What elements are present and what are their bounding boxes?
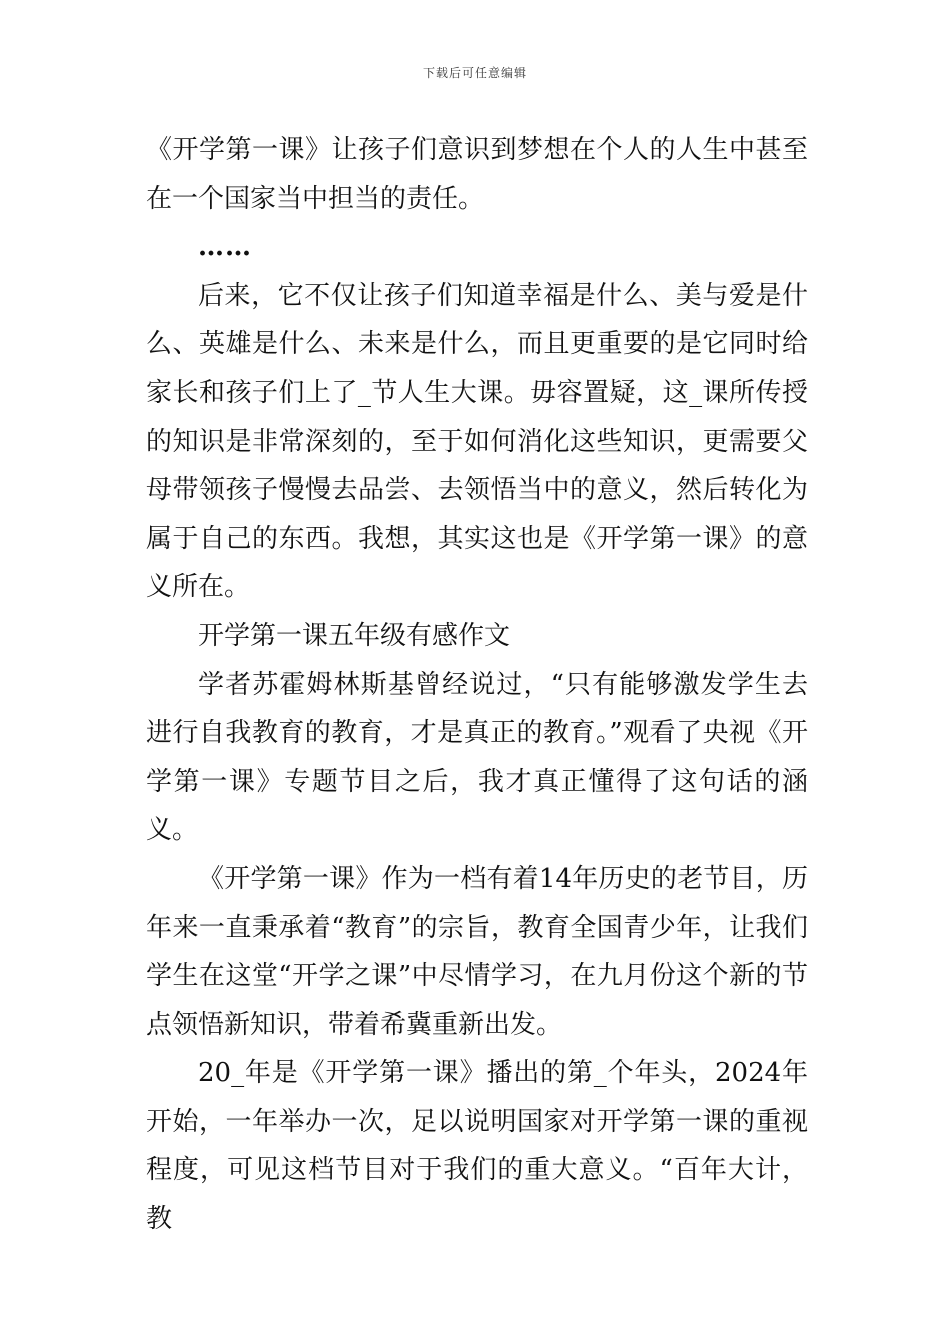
paragraph-5: 20_年是《开学第一课》播出的第_个年头，2024年开始，一年举办一次，足以说明国家对开学第一课的重视程度，可见这档节目对于我们的重大意义。“百年大计，教: [146, 1058, 808, 1235]
paragraph-4: 《开学第一课》作为一档有着14年历史的老节目，历年来一直秉承着“教育”的宗旨，教育全国青少年，让我们学生在这堂“开学之课”中尽情学习，在九月份这个新的节点领悟新知识，带着希冀重新出发。: [146, 863, 808, 1040]
paragraph-1: 《开学第一课》让孩子们意识到梦想在个人的人生中甚至在一个国家当中担当的责任。: [146, 135, 808, 214]
paragraph-2: 后来，它不仅让孩子们知道幸福是什么、美与爱是什么、英雄是什么、未来是什么，而且更重要的是它同时给家长和孩子们上了_节人生大课。毋容置疑，这_课所传授的知识是非常深刻的，至于如何消化这些知识，更需要父母带领孩子慢慢去品尝、去领悟当中的意义，然后转化为属于自己的东西。我想，其实这也是《开学第一课》的意义所在。: [146, 280, 808, 603]
section-heading: 开学第一课五年级有感作文: [198, 620, 511, 651]
ellipsis-line: ……: [198, 232, 252, 263]
paragraph-3: 学者苏霍姆林斯基曾经说过，“只有能够激发学生去进行自我教育的教育，才是真正的教育。”观看了央视《开学第一课》专题节目之后，我才真正懂得了这句话的涵义。: [146, 669, 808, 846]
document-body: [146, 126, 808, 1244]
page-header: 下载后可任意编辑: [422, 66, 527, 80]
